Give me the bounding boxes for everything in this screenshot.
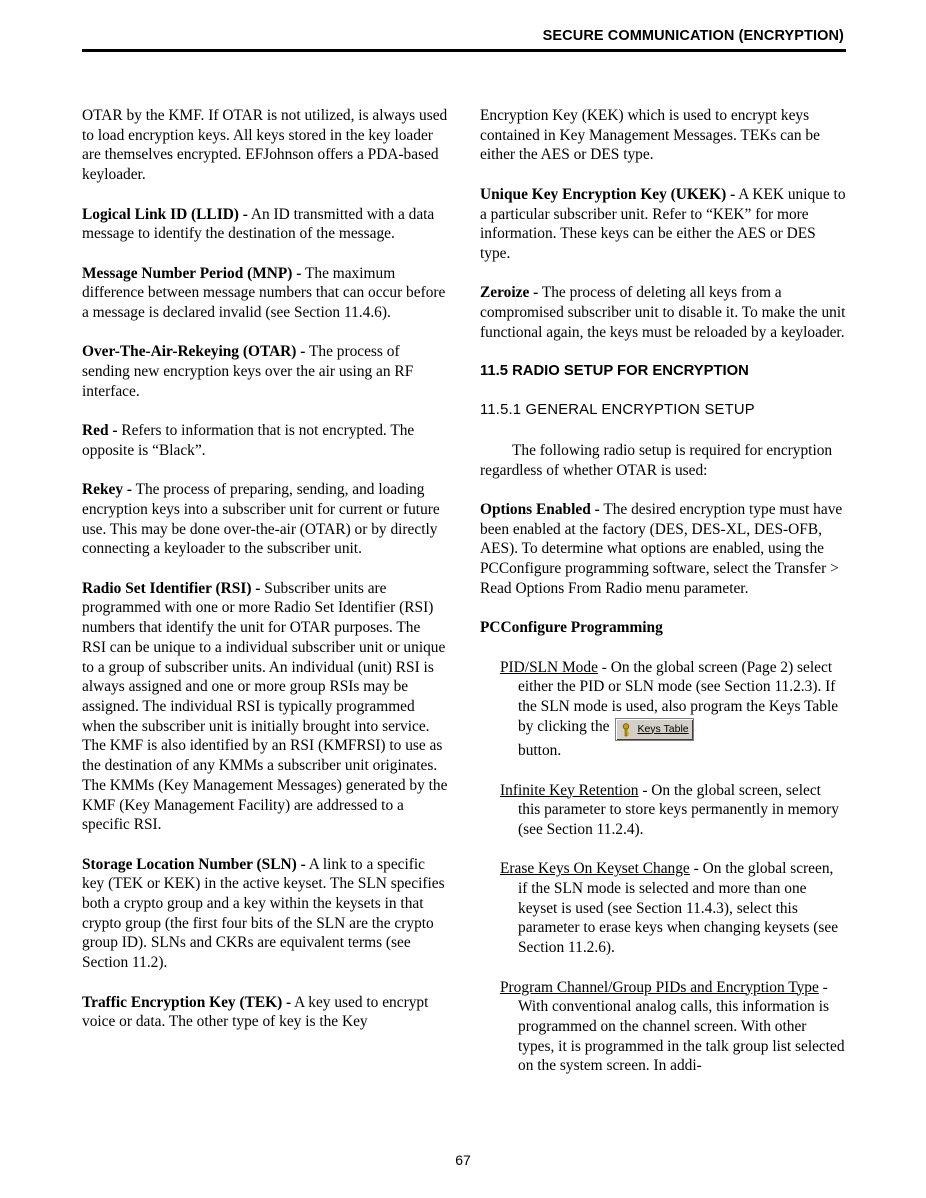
- subsection-heading: 11.5.1 GENERAL ENCRYPTION SETUP: [480, 402, 755, 419]
- definition-sln: [82, 855, 448, 973]
- item-text: - With conventional analog calls, this information is programmed on the channel screen. With other types, it is programmed in the talk group list selected on the system screen. In addi-: [518, 978, 845, 1075]
- definition-text: Refers to information that is not encrypted. The opposite is “Black”.: [82, 422, 415, 459]
- pcconfigure-heading: PCConfigure Programming: [480, 619, 663, 637]
- definition-term: Red -: [82, 422, 118, 440]
- setup-intro-paragraph: The following radio setup is required for encryption regardless of whether OTAR is used:: [480, 441, 833, 479]
- item-text: - On the global screen (Page 2) select either the PID or SLN mode (see Section 11.2.3). If the SLN mode is used, also program the Keys Table by clicking the: [518, 658, 839, 735]
- item-text: - On the global screen, if the SLN mode is selected and more than one keyset is used (see Section 11.4.3), select this parameter to erase keys when changing keysets (see Section 11.2.6).: [518, 860, 839, 957]
- item-erase-keys: [500, 859, 846, 958]
- definition-red: [82, 421, 448, 460]
- definition-zeroize: [480, 283, 846, 342]
- item-text: - On the global screen, select this parameter to store keys permanently in memory (see Section 11.2.4).: [518, 781, 839, 838]
- keys-table-button-label: Keys Table: [637, 722, 689, 735]
- definition-term: Radio Set Identifier (RSI) -: [82, 579, 261, 597]
- definition-text: The process of preparing, sending, and loading encryption keys into a subscriber unit for current or future use. This may be done over-the-air (OTAR) or by directly connecting a keyloader to the subscriber unit.: [82, 481, 440, 558]
- keys-table-button[interactable]: [615, 718, 693, 741]
- definition-term: Rekey -: [82, 481, 133, 499]
- definition-text: The desired encryption type must have been enabled at the factory (DES, DES-XL, DES-OFB, AES). To determine what options are enabled, using the PCConfigure programming software, select the Transfer > Read Options From Radio menu parameter.: [480, 500, 843, 597]
- definition-otar: [82, 342, 448, 401]
- definition-text: Subscriber units are programmed with one or more Radio Set Identifier (RSI) numbers that identify the unit for OTAR purposes. The RSI can be unique to a individual subscriber unit or unique to a group of subscriber units. An individual (unit) RSI is always assigned and one or more group RSIs may be assigned. The individual RSI is typically programmed when the subscriber unit is initially brought into service. The KMF is also identified by an RSI (KMFRSI) to use as the destination of any KMMs a subscriber unit originates. The KMMs (Key Management Messages) generated by the KMF (Key Management Facility) are addressed to a specific RSI.: [82, 579, 448, 834]
- definition-text: The process of sending new encryption keys over the air using an RF interface.: [82, 343, 414, 400]
- definition-term: Message Number Period (MNP) -: [82, 264, 302, 282]
- definition-term: Traffic Encryption Key (TEK) -: [82, 993, 292, 1011]
- item-infinite-key-retention: [500, 781, 846, 840]
- definition-text: A link to a specific key (TEK or KEK) in the active keyset. The SLN specifies both a crypto group and a key within the keysets in that crypto group (the first four bits of the SLN are the crypto group ID). SLNs and CKRs are equivalent terms (see Section 11.2).: [82, 855, 445, 972]
- intro-paragraph: OTAR by the KMF. If OTAR is not utilized, is always used to load encryption keys. All keys stored in the key loader are themselves encrypted. EFJohnson offers a PDA-based keyloader.: [82, 107, 448, 184]
- item-term: Program Channel/Group PIDs and Encryption Type: [500, 978, 819, 996]
- definition-mnp: [82, 264, 448, 323]
- definition-term: Options Enabled -: [480, 500, 600, 518]
- definition-term: Logical Link ID (LLID) -: [82, 205, 248, 223]
- continued-paragraph: Encryption Key (KEK) which is used to encrypt keys contained in Key Management Messages. TEKs can be either the AES or DES type.: [480, 107, 820, 164]
- definition-text: A key used to encrypt voice or data. The other type of key is the Key: [82, 993, 429, 1031]
- definition-text: A KEK unique to a particular subscriber unit. Refer to “KEK” for more information. These keys can be either the AES or DES type.: [480, 185, 846, 262]
- definition-rsi: [82, 579, 448, 835]
- item-text-after: button.: [518, 742, 562, 760]
- options-enabled-paragraph: [480, 500, 846, 599]
- page-number: 67: [455, 1152, 471, 1168]
- key-icon: [620, 723, 632, 737]
- definition-term: Storage Location Number (SLN) -: [82, 855, 306, 873]
- definition-text: The process of deleting all keys from a compromised subscriber unit to disable it. To make the unit functional again, the keys must be reloaded by a keyloader.: [480, 284, 846, 341]
- running-head: SECURE COMMUNICATION (ENCRYPTION): [542, 28, 844, 44]
- definition-text: The maximum difference between message numbers that can occur before a message is declared invalid (see Section 11.4.6).: [82, 264, 446, 321]
- item-term: Infinite Key Retention: [500, 781, 639, 799]
- item-pid-sln-mode: [500, 658, 846, 761]
- item-program-channel-group: [500, 978, 846, 1077]
- header-rule: [82, 49, 846, 52]
- item-term: PID/SLN Mode: [500, 658, 598, 676]
- definition-llid: [82, 205, 448, 244]
- definition-tek: [82, 993, 448, 1032]
- definition-term: Unique Key Encryption Key (UKEK) -: [480, 185, 736, 203]
- definition-rekey: [82, 480, 448, 559]
- definition-text: An ID transmitted with a data message to identify the destination of the message.: [82, 205, 435, 243]
- definition-ukek: [480, 185, 846, 264]
- item-term: Erase Keys On Keyset Change: [500, 860, 690, 878]
- definition-term: Over-The-Air-Rekeying (OTAR) -: [82, 343, 306, 361]
- right-column: [480, 106, 846, 1096]
- left-column: [82, 106, 448, 1052]
- section-heading: 11.5 RADIO SETUP FOR ENCRYPTION: [480, 363, 749, 380]
- definition-term: Zeroize -: [480, 284, 539, 302]
